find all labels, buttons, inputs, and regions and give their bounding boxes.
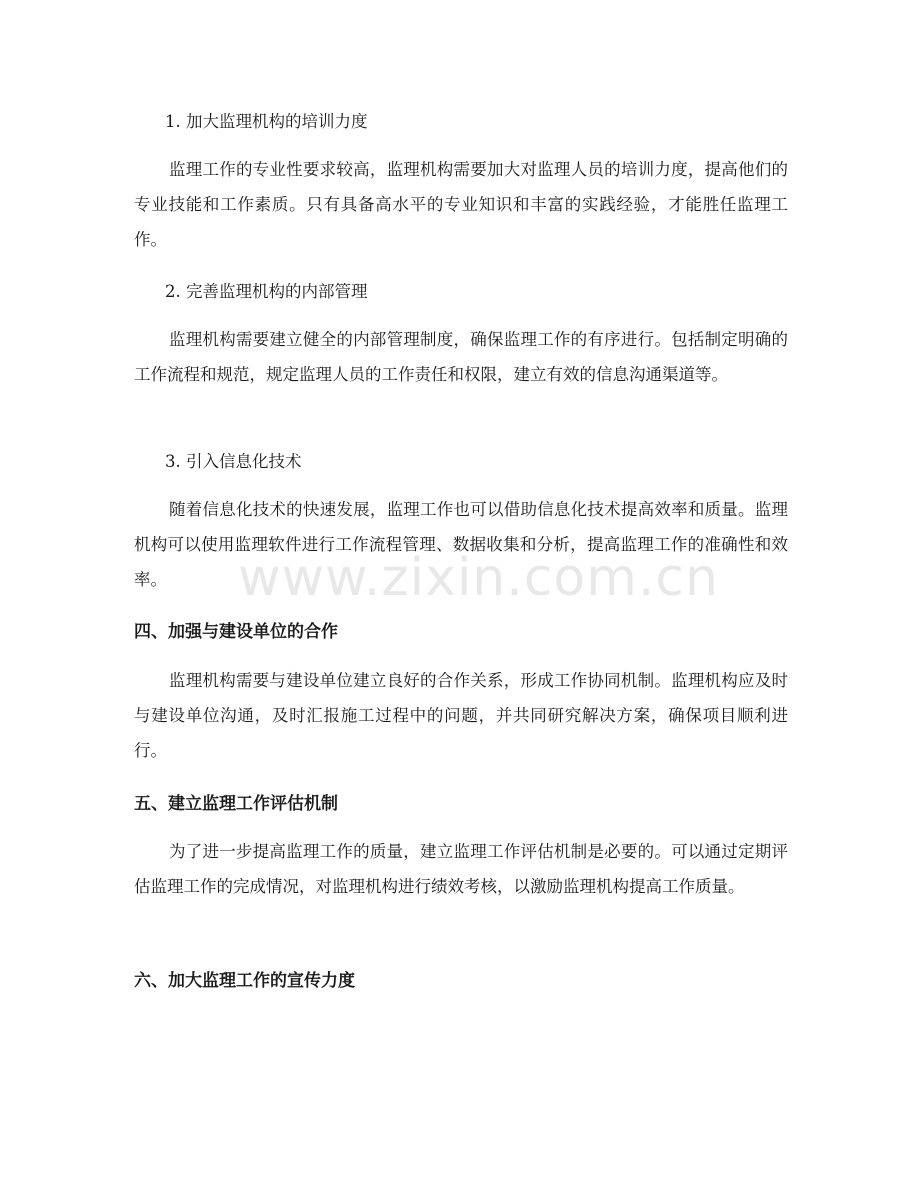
subheading-training: 1. 加大监理机构的培训力度: [165, 112, 368, 131]
subheading-internal-management: 2. 完善监理机构的内部管理: [165, 282, 368, 301]
paragraph-internal-management: 监理机构需要建立健全的内部管理制度，确保监理工作的有序进行。包括制定明确的工作流程和规范，规定监理人员的工作责任和权限，建立有效的信息沟通渠道等。: [134, 330, 788, 384]
heading-cooperation: 四、加强与建设单位的合作: [134, 622, 338, 642]
paragraph-cooperation: 监理机构需要与建设单位建立良好的合作关系，形成工作协同机制。监理机构应及时与建设单位沟通，及时汇报施工过程中的问题，并共同研究解决方案，确保项目顺利进行。: [134, 671, 788, 760]
paragraph-evaluation: 为了进一步提高监理工作的质量，建立监理工作评估机制是必要的。可以通过定期评估监理工作的完成情况，对监理机构进行绩效考核，以激励监理机构提高工作质量。: [134, 842, 788, 896]
watermark: www.zixin.com.cn: [238, 548, 719, 608]
subheading-information-technology: 3. 引入信息化技术: [165, 452, 302, 471]
paragraph-information-technology: 随着信息化技术的快速发展，监理工作也可以借助信息化技术提高效率和质量。监理机构可以使用监理软件进行工作流程管理、数据收集和分析，提高监理工作的准确性和效率。: [134, 500, 788, 589]
heading-evaluation: 五、建立监理工作评估机制: [134, 794, 338, 814]
heading-publicity: 六、加大监理工作的宣传力度: [134, 971, 355, 991]
paragraph-training: 监理工作的专业性要求较高，监理机构需要加大对监理人员的培训力度，提高他们的专业技能和工作素质。只有具备高水平的专业知识和丰富的实践经验，才能胜任监理工作。: [134, 160, 788, 249]
